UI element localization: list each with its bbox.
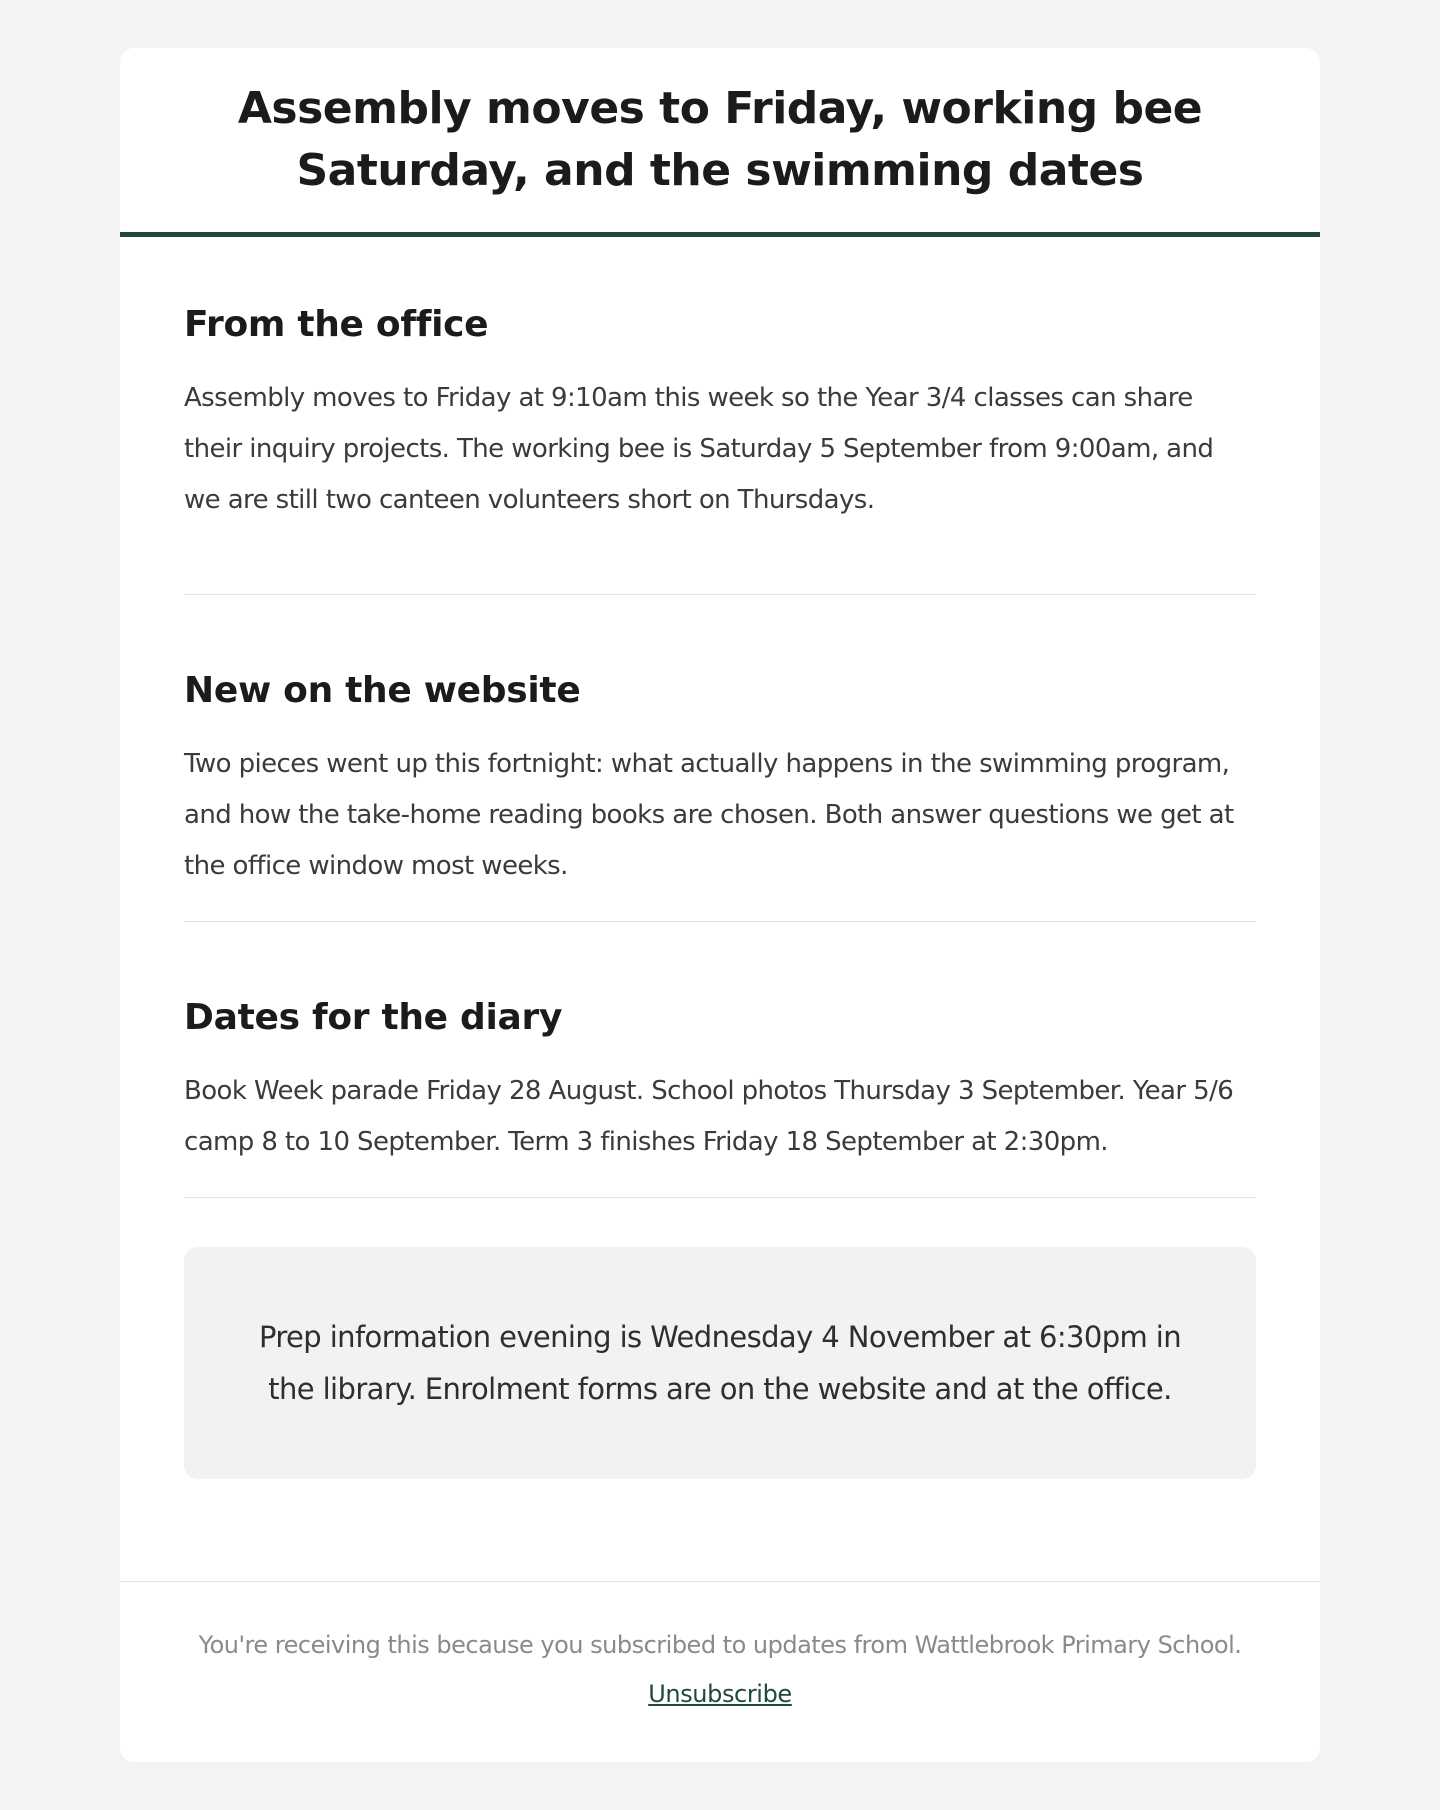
newsletter-header: [120, 48, 1320, 237]
section-body: Book Week parade Friday 28 August. School photos Thursday 3 September. Year 5/6 camp 8 to 10 September. Term 3 finishes Friday 18 September at 2:30pm.: [184, 1076, 1234, 1157]
newsletter-card: [120, 48, 1320, 1762]
section-heading: From the office: [184, 304, 489, 345]
newsletter-title: Assembly moves to Friday, working bee Saturday, and the swimming dates: [237, 83, 1203, 196]
prep-evening-callout: [184, 1247, 1256, 1479]
section-body: Two pieces went up this fortnight: what actually happens in the swimming program, and how the take-home reading books are chosen. Both answer questions we get at the office window most weeks.: [184, 749, 1234, 881]
section-from-the-office: [184, 237, 1256, 595]
subscription-note: You're receiving this because you subscribed to updates from Wattlebrook Primary School.: [198, 1631, 1242, 1659]
newsletter-footer: [120, 1581, 1320, 1709]
section-heading: New on the website: [184, 670, 581, 711]
newsletter-content: [120, 237, 1320, 1479]
callout-text: Prep information evening is Wednesday 4 November at 6:30pm in the library. Enrolment forms are on the website and at the office.: [258, 1320, 1182, 1406]
section-new-on-the-website: [184, 595, 1256, 922]
section-heading: Dates for the diary: [184, 997, 563, 1038]
section-body: Assembly moves to Friday at 9:10am this week so the Year 3/4 classes can share their inquiry projects. The working bee is Saturday 5 September from 9:00am, and we are still two canteen volunteers short on Thursdays.: [184, 383, 1214, 515]
section-dates-for-the-diary: [184, 922, 1256, 1198]
unsubscribe-link[interactable]: Unsubscribe: [648, 1680, 792, 1708]
